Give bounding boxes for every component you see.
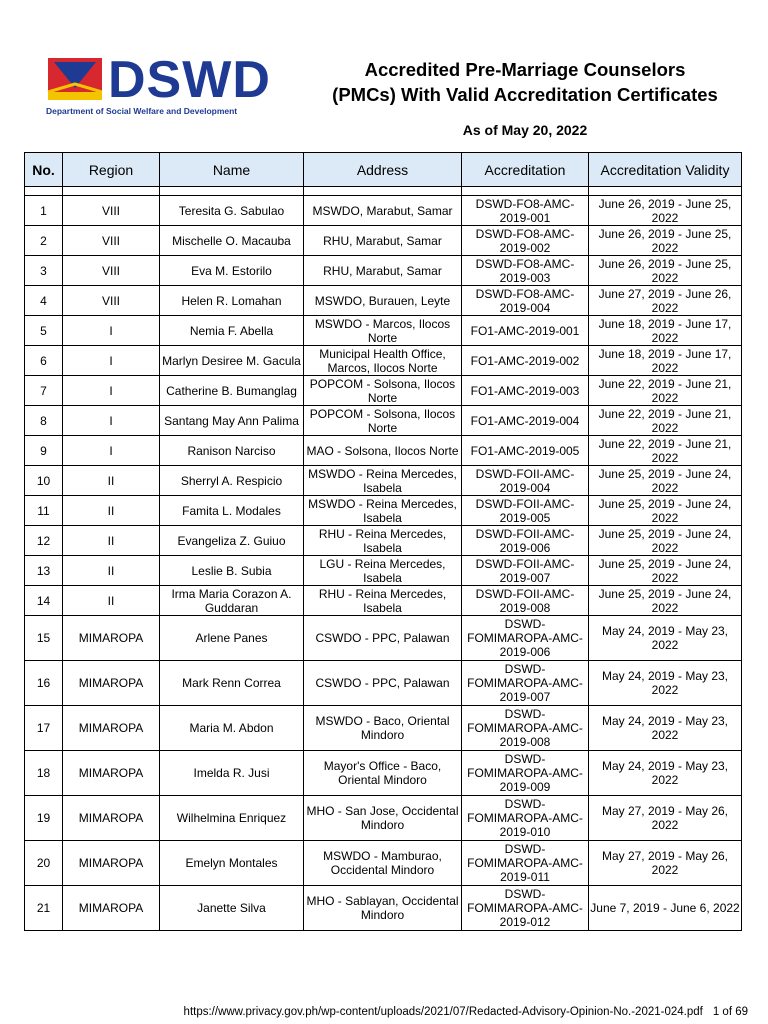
- cell-region: MIMAROPA: [63, 796, 160, 841]
- cell-region: MIMAROPA: [63, 661, 160, 706]
- cell-accreditation: DSWD-FOMIMAROPA-AMC-2019-007: [462, 661, 589, 706]
- cell-accreditation: DSWD-FO8-AMC-2019-001: [462, 196, 589, 226]
- cell-region: VIII: [63, 256, 160, 286]
- cell-name: Helen R. Lomahan: [160, 286, 304, 316]
- cell-address: MHO - San Jose, Occidental Mindoro: [304, 796, 462, 841]
- cell-name: Sherryl A. Respicio: [160, 466, 304, 496]
- cell-accreditation: DSWD-FOMIMAROPA-AMC-2019-010: [462, 796, 589, 841]
- cell-region: II: [63, 586, 160, 616]
- table-row: [25, 841, 742, 886]
- cell-address: MSWDO - Mamburao, Occidental Mindoro: [304, 841, 462, 886]
- table-row: [25, 286, 742, 316]
- cell-address: MAO - Solsona, Ilocos Norte: [304, 436, 462, 466]
- cell-no: 8: [25, 406, 63, 436]
- cell-accreditation: DSWD-FOII-AMC-2019-006: [462, 526, 589, 556]
- cell-accreditation: FO1-AMC-2019-004: [462, 406, 589, 436]
- cell-accreditation: DSWD-FOII-AMC-2019-005: [462, 496, 589, 526]
- cell-validity: June 18, 2019 - June 17, 2022: [589, 316, 742, 346]
- cell-region: I: [63, 436, 160, 466]
- header-accreditation: Accreditation: [462, 153, 589, 187]
- cell-region: I: [63, 316, 160, 346]
- cell-no: 5: [25, 316, 63, 346]
- table-row: [25, 496, 742, 526]
- dswd-logo: [46, 51, 278, 120]
- cell-address: POPCOM - Solsona, Ilocos Norte: [304, 406, 462, 436]
- cell-accreditation: DSWD-FOII-AMC-2019-008: [462, 586, 589, 616]
- cell-no: 1: [25, 196, 63, 226]
- cell-name: Maria M. Abdon: [160, 706, 304, 751]
- title-line-2: (PMCs) With Valid Accreditation Certificates: [332, 84, 718, 105]
- cell-validity: May 24, 2019 - May 23, 2022: [589, 616, 742, 661]
- table-row: [25, 316, 742, 346]
- cell-address: Municipal Health Office, Marcos, Ilocos Norte: [304, 346, 462, 376]
- cell-name: Janette Silva: [160, 886, 304, 931]
- cell-region: MIMAROPA: [63, 751, 160, 796]
- header-address: Address: [304, 153, 462, 187]
- cell-region: II: [63, 496, 160, 526]
- cell-validity: June 22, 2019 - June 21, 2022: [589, 376, 742, 406]
- cell-address: MSWDO - Reina Mercedes, Isabela: [304, 496, 462, 526]
- cell-validity: June 26, 2019 - June 25, 2022: [589, 226, 742, 256]
- table-row: [25, 436, 742, 466]
- cell-validity: May 24, 2019 - May 23, 2022: [589, 661, 742, 706]
- cell-no: 7: [25, 376, 63, 406]
- cell-address: MHO - Sablayan, Occidental Mindoro: [304, 886, 462, 931]
- cell-no: 15: [25, 616, 63, 661]
- cell-no: 16: [25, 661, 63, 706]
- cell-validity: May 24, 2019 - May 23, 2022: [589, 751, 742, 796]
- cell-address: MSWDO - Baco, Oriental Mindoro: [304, 706, 462, 751]
- cell-address: RHU, Marabut, Samar: [304, 226, 462, 256]
- cell-region: II: [63, 556, 160, 586]
- cell-region: II: [63, 526, 160, 556]
- table-row: [25, 751, 742, 796]
- table-row: [25, 796, 742, 841]
- header-validity: Accreditation Validity: [589, 153, 742, 187]
- cell-region: MIMAROPA: [63, 841, 160, 886]
- cell-validity: June 22, 2019 - June 21, 2022: [589, 436, 742, 466]
- cell-validity: June 26, 2019 - June 25, 2022: [589, 256, 742, 286]
- cell-validity: June 22, 2019 - June 21, 2022: [589, 406, 742, 436]
- cell-address: RHU - Reina Mercedes, Isabela: [304, 526, 462, 556]
- cell-no: 2: [25, 226, 63, 256]
- cell-region: MIMAROPA: [63, 706, 160, 751]
- cell-address: MSWDO - Reina Mercedes, Isabela: [304, 466, 462, 496]
- cell-region: VIII: [63, 226, 160, 256]
- table-row: [25, 616, 742, 661]
- page-footer: [78, 1006, 748, 1018]
- table-row: [25, 376, 742, 406]
- logo-subtitle: Department of Social Welfare and Development: [46, 106, 238, 116]
- cell-accreditation: DSWD-FOMIMAROPA-AMC-2019-009: [462, 751, 589, 796]
- table-body: [25, 187, 742, 931]
- cell-no: 3: [25, 256, 63, 286]
- table-row: [25, 346, 742, 376]
- cell-no: 9: [25, 436, 63, 466]
- cell-region: MIMAROPA: [63, 616, 160, 661]
- cell-no: 14: [25, 586, 63, 616]
- header-name: Name: [160, 153, 304, 187]
- cell-no: 10: [25, 466, 63, 496]
- counselors-table: [24, 152, 742, 931]
- table-row: [25, 226, 742, 256]
- table-row: [25, 196, 742, 226]
- table-spacer-row: [25, 187, 742, 196]
- cell-accreditation: DSWD-FO8-AMC-2019-004: [462, 286, 589, 316]
- table-header-row: [25, 153, 742, 187]
- cell-name: Imelda R. Jusi: [160, 751, 304, 796]
- cell-no: 4: [25, 286, 63, 316]
- cell-validity: May 27, 2019 - May 26, 2022: [589, 796, 742, 841]
- cell-accreditation: FO1-AMC-2019-003: [462, 376, 589, 406]
- table-row: [25, 661, 742, 706]
- cell-accreditation: DSWD-FOMIMAROPA-AMC-2019-012: [462, 886, 589, 931]
- cell-address: RHU, Marabut, Samar: [304, 256, 462, 286]
- as-of-date: As of May 20, 2022: [462, 122, 588, 138]
- cell-validity: May 27, 2019 - May 26, 2022: [589, 841, 742, 886]
- cell-validity: June 25, 2019 - June 24, 2022: [589, 526, 742, 556]
- dswd-emblem-icon: [46, 54, 106, 106]
- cell-name: Nemia F. Abella: [160, 316, 304, 346]
- table-row: [25, 586, 742, 616]
- cell-address: MSWDO, Burauen, Leyte: [304, 286, 462, 316]
- page-number: 1 of 69: [712, 1006, 748, 1018]
- table-row: [25, 526, 742, 556]
- cell-address: MSWDO, Marabut, Samar: [304, 196, 462, 226]
- cell-no: 21: [25, 886, 63, 931]
- cell-accreditation: DSWD-FOII-AMC-2019-007: [462, 556, 589, 586]
- table-row: [25, 706, 742, 751]
- cell-address: RHU - Reina Mercedes, Isabela: [304, 586, 462, 616]
- page-title: [290, 57, 760, 107]
- table-row: [25, 256, 742, 286]
- cell-no: 18: [25, 751, 63, 796]
- cell-region: VIII: [63, 196, 160, 226]
- cell-name: Irma Maria Corazon A. Guddaran: [160, 586, 304, 616]
- cell-name: Marlyn Desiree M. Gacula: [160, 346, 304, 376]
- cell-accreditation: DSWD-FOII-AMC-2019-004: [462, 466, 589, 496]
- cell-no: 6: [25, 346, 63, 376]
- cell-validity: May 24, 2019 - May 23, 2022: [589, 706, 742, 751]
- cell-validity: June 25, 2019 - June 24, 2022: [589, 496, 742, 526]
- cell-name: Mark Renn Correa: [160, 661, 304, 706]
- cell-accreditation: FO1-AMC-2019-005: [462, 436, 589, 466]
- cell-name: Santang May Ann Palima: [160, 406, 304, 436]
- cell-address: POPCOM - Solsona, Ilocos Norte: [304, 376, 462, 406]
- cell-name: Emelyn Montales: [160, 841, 304, 886]
- cell-region: I: [63, 376, 160, 406]
- cell-no: 13: [25, 556, 63, 586]
- cell-name: Wilhelmina Enriquez: [160, 796, 304, 841]
- cell-region: VIII: [63, 286, 160, 316]
- cell-accreditation: DSWD-FO8-AMC-2019-003: [462, 256, 589, 286]
- cell-accreditation: DSWD-FOMIMAROPA-AMC-2019-008: [462, 706, 589, 751]
- cell-name: Evangeliza Z. Guiuo: [160, 526, 304, 556]
- header-region: Region: [63, 153, 160, 187]
- cell-validity: June 25, 2019 - June 24, 2022: [589, 556, 742, 586]
- cell-accreditation: DSWD-FOMIMAROPA-AMC-2019-006: [462, 616, 589, 661]
- cell-validity: June 18, 2019 - June 17, 2022: [589, 346, 742, 376]
- table-row: [25, 466, 742, 496]
- cell-name: Ranison Narciso: [160, 436, 304, 466]
- cell-address: Mayor's Office - Baco, Oriental Mindoro: [304, 751, 462, 796]
- cell-no: 12: [25, 526, 63, 556]
- cell-no: 17: [25, 706, 63, 751]
- cell-validity: June 25, 2019 - June 24, 2022: [589, 586, 742, 616]
- cell-name: Leslie B. Subia: [160, 556, 304, 586]
- cell-address: LGU - Reina Mercedes, Isabela: [304, 556, 462, 586]
- cell-region: II: [63, 466, 160, 496]
- table-row: [25, 886, 742, 931]
- cell-name: Eva M. Estorilo: [160, 256, 304, 286]
- cell-name: Mischelle O. Macauba: [160, 226, 304, 256]
- header-no: No.: [25, 153, 63, 187]
- cell-accreditation: FO1-AMC-2019-001: [462, 316, 589, 346]
- cell-name: Catherine B. Bumanglag: [160, 376, 304, 406]
- table-row: [25, 406, 742, 436]
- cell-address: MSWDO - Marcos, Ilocos Norte: [304, 316, 462, 346]
- table-row: [25, 556, 742, 586]
- cell-region: I: [63, 346, 160, 376]
- cell-no: 11: [25, 496, 63, 526]
- cell-address: CSWDO - PPC, Palawan: [304, 616, 462, 661]
- cell-name: Arlene Panes: [160, 616, 304, 661]
- cell-no: 19: [25, 796, 63, 841]
- logo-wordmark: DSWD: [108, 51, 271, 109]
- source-url: https://www.privacy.gov.ph/wp-content/uploads/2021/07/Redacted-Advisory-Opinion-No.-2021-024.pdf: [183, 1006, 703, 1018]
- cell-accreditation: FO1-AMC-2019-002: [462, 346, 589, 376]
- cell-name: Teresita G. Sabulao: [160, 196, 304, 226]
- cell-validity: June 7, 2019 - June 6, 2022: [589, 886, 742, 931]
- cell-validity: June 26, 2019 - June 25, 2022: [589, 196, 742, 226]
- cell-validity: June 25, 2019 - June 24, 2022: [589, 466, 742, 496]
- cell-accreditation: DSWD-FO8-AMC-2019-002: [462, 226, 589, 256]
- cell-region: MIMAROPA: [63, 886, 160, 931]
- cell-no: 20: [25, 841, 63, 886]
- cell-region: I: [63, 406, 160, 436]
- cell-validity: June 27, 2019 - June 26, 2022: [589, 286, 742, 316]
- cell-accreditation: DSWD-FOMIMAROPA-AMC-2019-011: [462, 841, 589, 886]
- cell-address: CSWDO - PPC, Palawan: [304, 661, 462, 706]
- cell-name: Famita L. Modales: [160, 496, 304, 526]
- title-line-1: Accredited Pre-Marriage Counselors: [364, 59, 686, 80]
